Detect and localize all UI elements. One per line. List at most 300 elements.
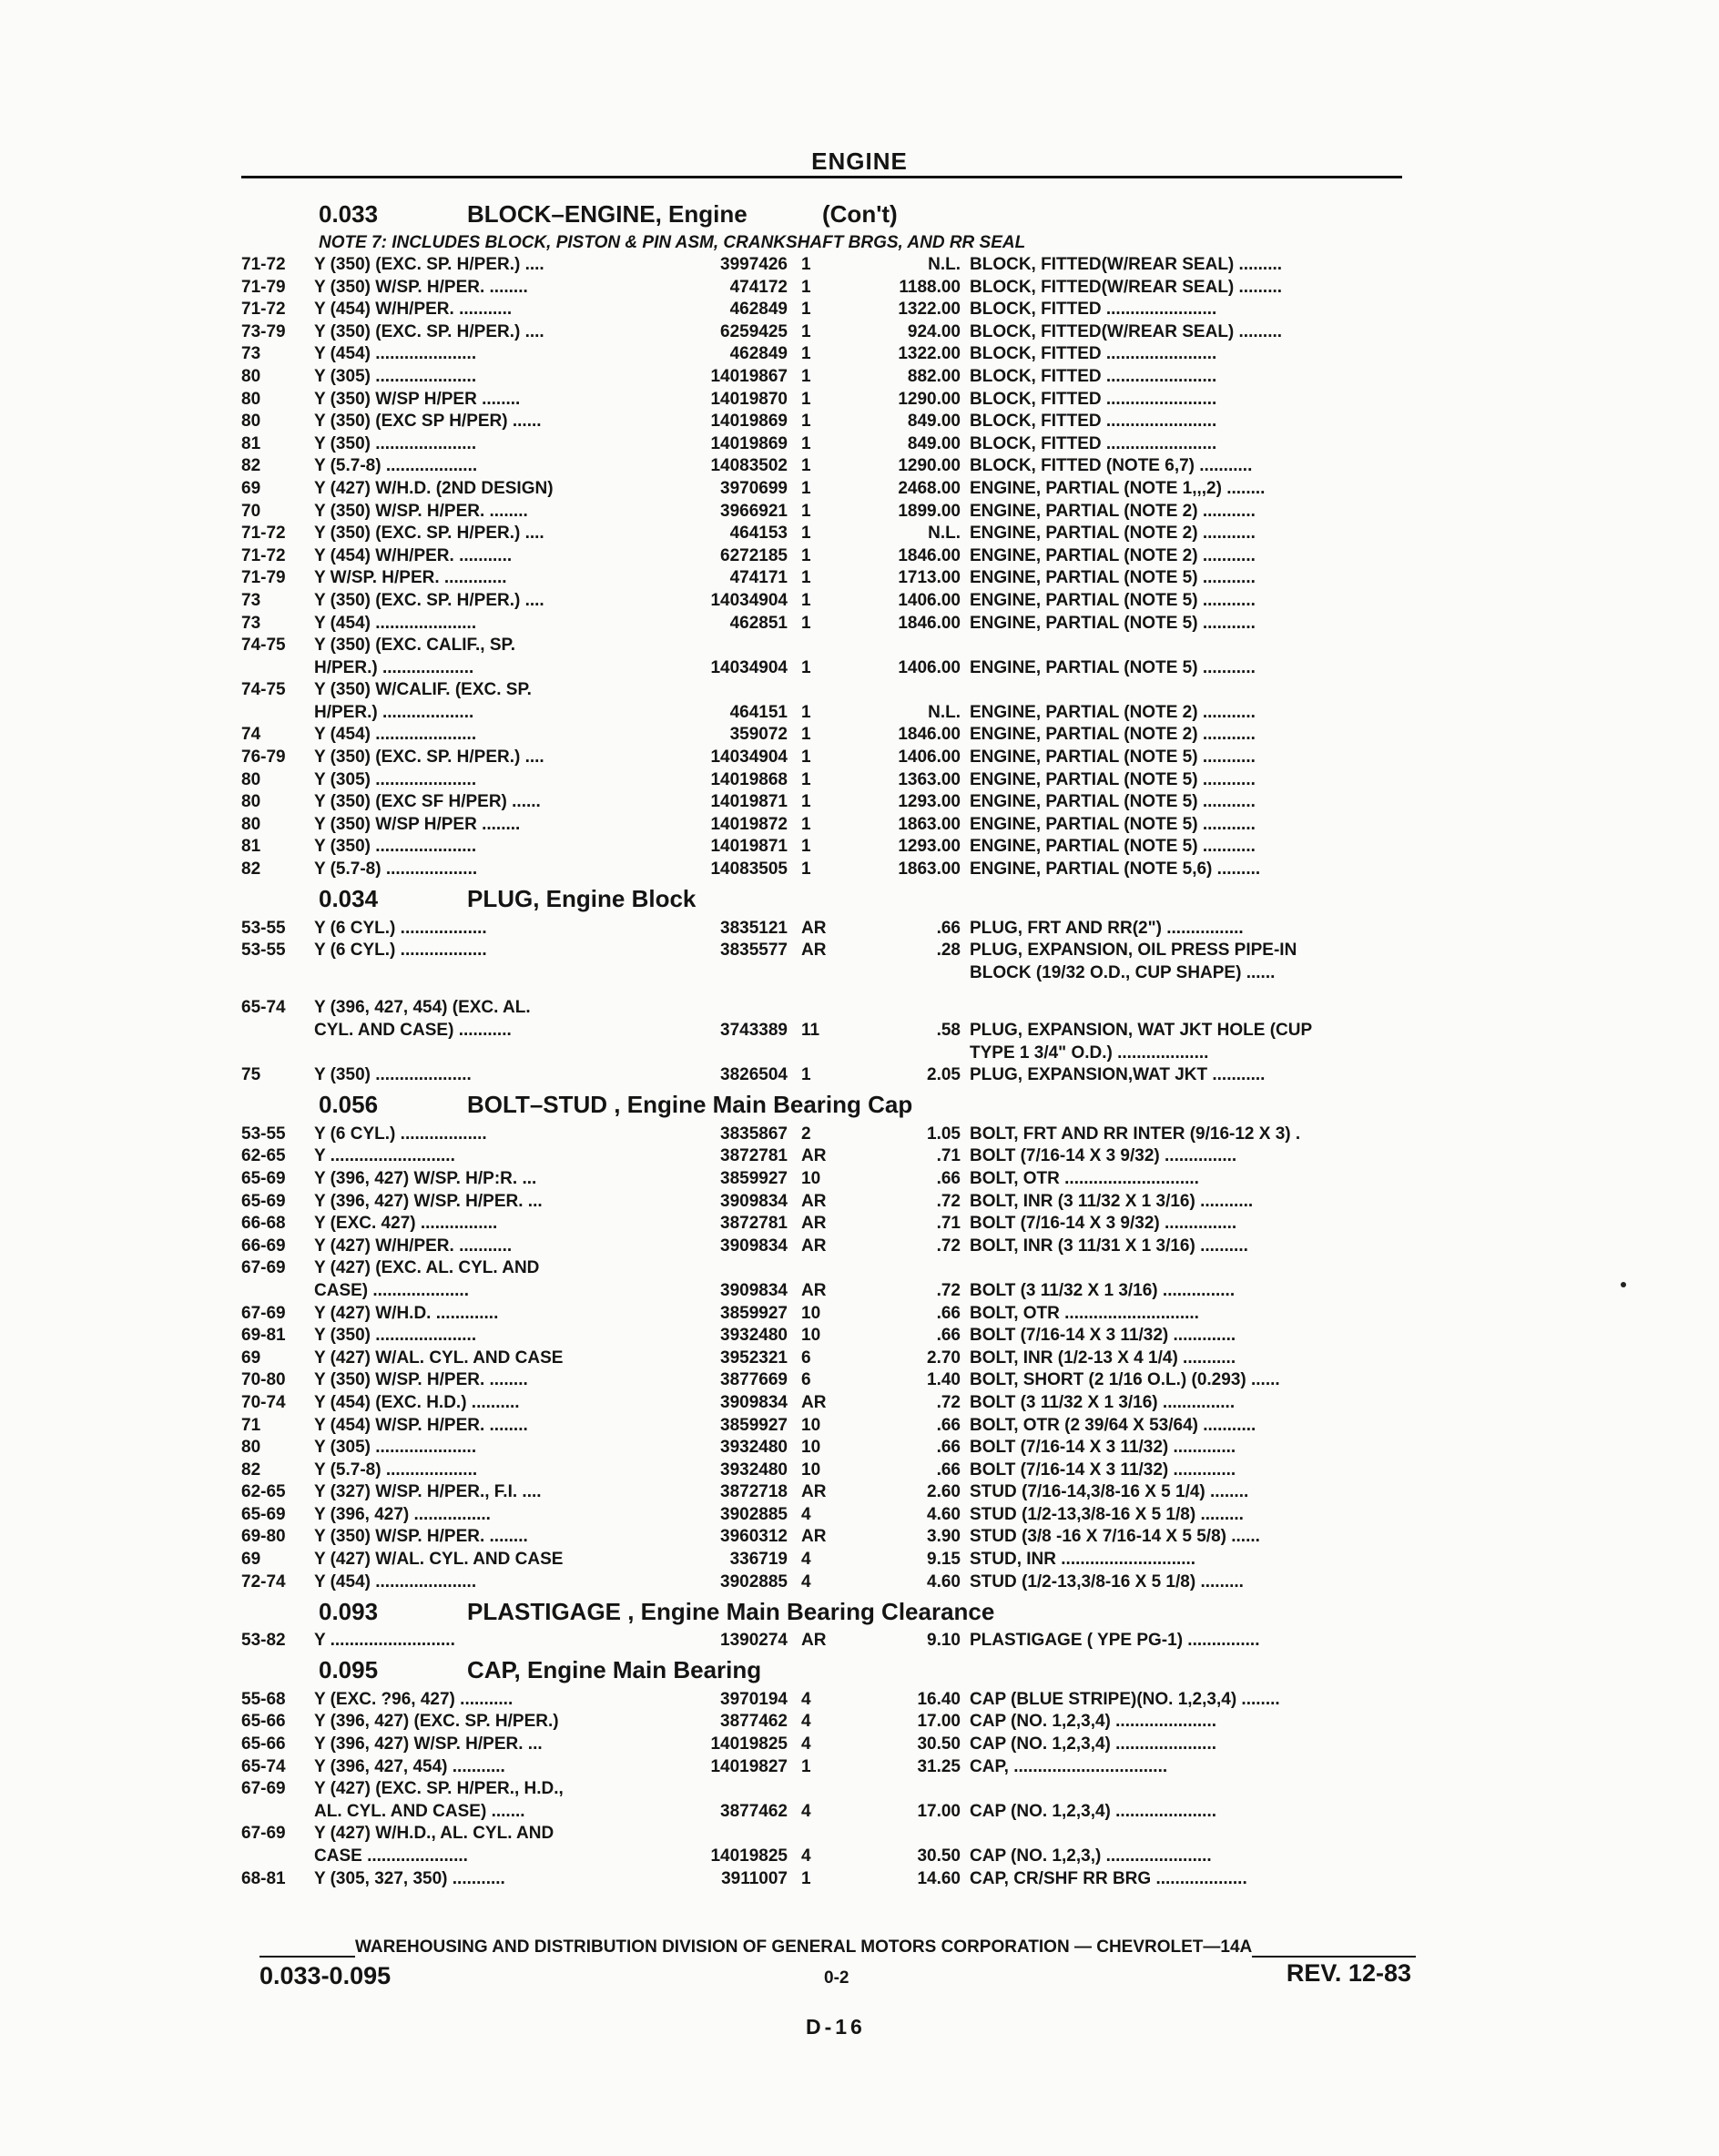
- model-years: 67-69: [241, 1303, 286, 1323]
- quantity: 10: [801, 1326, 821, 1346]
- table-row: [232, 389, 1416, 412]
- model-years: 74-75: [241, 636, 286, 656]
- model-years: 73: [241, 590, 261, 610]
- description: ENGINE, PARTIAL (NOTE 5) ...........: [970, 613, 1256, 633]
- part-number: 14034904: [710, 747, 788, 768]
- part-number: 3835577: [720, 941, 788, 961]
- section-name: PLUG, Engine Block: [467, 885, 697, 913]
- description: CAP, ................................: [970, 1756, 1168, 1776]
- price: .58: [936, 1021, 961, 1040]
- application: Y (327) W/SP. H/PER., F.I. ....: [314, 1482, 542, 1502]
- quantity: 4: [801, 1712, 811, 1732]
- price: 1293.00: [898, 792, 961, 812]
- table-row: [232, 1630, 1416, 1653]
- part-number: 3877462: [720, 1712, 788, 1732]
- quantity: 1: [801, 1868, 811, 1888]
- model-years: 53-82: [241, 1631, 286, 1651]
- application: Y (5.7-8) ...................: [314, 456, 478, 476]
- table-row: [232, 1801, 1416, 1824]
- description: STUD (1/2-13,3/8-16 X 5 1/8) .........: [970, 1504, 1244, 1524]
- application: Y (454) .....................: [314, 725, 477, 745]
- application: Y (350) (EXC SP H/PER) ......: [314, 412, 542, 432]
- part-number: 14019872: [710, 814, 788, 834]
- part-number: 462851: [729, 613, 788, 633]
- quantity: AR: [801, 941, 827, 961]
- model-years: 69-80: [241, 1527, 286, 1547]
- model-years: 73-79: [241, 321, 286, 341]
- quantity: AR: [801, 1482, 827, 1502]
- model-years: 80: [241, 769, 261, 789]
- table-row: [232, 962, 1416, 985]
- model-years: 53-55: [241, 1124, 286, 1144]
- part-number: 3997426: [720, 255, 788, 274]
- part-number: 359072: [729, 725, 788, 745]
- description: BLOCK, FITTED (NOTE 6,7) ...........: [970, 456, 1253, 476]
- part-number: 14019871: [710, 792, 788, 812]
- model-years: 71-72: [241, 300, 286, 320]
- description: BOLT (7/16-14 X 3 11/32) .............: [970, 1326, 1236, 1346]
- part-number: 462849: [729, 300, 788, 320]
- table-row: [232, 277, 1416, 300]
- application: Y (305) .....................: [314, 1438, 477, 1458]
- quantity: 1: [801, 433, 811, 453]
- quantity: AR: [801, 1191, 827, 1211]
- table-row: [232, 1191, 1416, 1214]
- section-title-0-056: [232, 1087, 1416, 1124]
- model-years: 53-55: [241, 941, 286, 961]
- model-years: 65-69: [241, 1191, 286, 1211]
- table-row: [232, 1526, 1416, 1549]
- description: BLOCK, FITTED .......................: [970, 366, 1217, 386]
- description: ENGINE, PARTIAL (NOTE 5) ...........: [970, 792, 1256, 812]
- price: 1863.00: [898, 814, 961, 834]
- application: Y (350) (EXC. SP. H/PER.) ....: [314, 524, 544, 544]
- application: Y (350) W/SP. H/PER. ........: [314, 277, 528, 297]
- quantity: 1: [801, 657, 811, 677]
- quantity: 1: [801, 389, 811, 409]
- model-years: 67-69: [241, 1258, 286, 1278]
- description: BOLT, FRT AND RR INTER (9/16-12 X 3) .: [970, 1124, 1301, 1144]
- price: .66: [936, 1168, 961, 1188]
- table-row: [232, 724, 1416, 747]
- table-row: [232, 836, 1416, 859]
- price: 1406.00: [898, 657, 961, 677]
- model-years: 62-65: [241, 1146, 286, 1166]
- header-rule: [241, 176, 1402, 178]
- table-row: [232, 567, 1416, 590]
- application: CYL. AND CASE) ...........: [314, 1021, 512, 1040]
- description: ENGINE, PARTIAL (NOTE 1,,,2) ........: [970, 478, 1266, 498]
- quantity: AR: [801, 1392, 827, 1412]
- quantity: 1: [801, 1065, 811, 1085]
- price: .66: [936, 1459, 961, 1480]
- table-row: [232, 613, 1416, 636]
- price: 2.60: [927, 1482, 961, 1502]
- price: 1846.00: [898, 613, 961, 633]
- table-row: [232, 1020, 1416, 1042]
- price: 30.50: [917, 1846, 961, 1866]
- quantity: 1: [801, 613, 811, 633]
- quantity: 1: [801, 814, 811, 834]
- price: .66: [936, 918, 961, 938]
- price: .72: [936, 1392, 961, 1412]
- application: Y (6 CYL.) ..................: [314, 918, 487, 938]
- quantity: 1: [801, 792, 811, 812]
- quantity: AR: [801, 1280, 827, 1300]
- table-row: [232, 1325, 1416, 1348]
- price: 1293.00: [898, 837, 961, 857]
- description: PLUG, EXPANSION, OIL PRESS PIPE-IN: [970, 941, 1297, 961]
- application: Y (454) W/SP. H/PER. ........: [314, 1415, 528, 1435]
- price: 924.00: [907, 321, 961, 341]
- table-row: [232, 1571, 1416, 1594]
- table-row: [232, 1303, 1416, 1326]
- description: BOLT (3 11/32 X 1 3/16) ...............: [970, 1280, 1236, 1300]
- section-code: 0.033: [319, 199, 379, 228]
- model-years: 80: [241, 792, 261, 812]
- application: Y (350) (EXC. CALIF., SP.: [314, 636, 516, 656]
- section-name: BLOCK–ENGINE, Engine: [467, 199, 748, 228]
- table-row: [232, 1481, 1416, 1504]
- section-code: 0.056: [319, 1091, 379, 1119]
- price: 3.90: [927, 1527, 961, 1547]
- price: 9.10: [927, 1631, 961, 1651]
- quantity: 10: [801, 1415, 821, 1435]
- model-years: 65-74: [241, 998, 286, 1018]
- application: Y (EXC. 427) ................: [314, 1214, 498, 1234]
- table-row: [232, 523, 1416, 545]
- description: ENGINE, PARTIAL (NOTE 5) ...........: [970, 747, 1256, 768]
- description: PLUG, FRT AND RR(2") ................: [970, 918, 1244, 938]
- price: 2468.00: [898, 478, 961, 498]
- part-number: 3909834: [720, 1280, 788, 1300]
- section-name: BOLT–STUD , Engine Main Bearing Cap: [467, 1091, 913, 1119]
- quantity: 1: [801, 568, 811, 588]
- part-number: 14034904: [710, 590, 788, 610]
- description: STUD (7/16-14,3/8-16 X 5 1/4) ........: [970, 1482, 1249, 1502]
- model-years: 70: [241, 501, 261, 521]
- part-number: 3743389: [720, 1021, 788, 1040]
- model-years: 74-75: [241, 680, 286, 700]
- section-title-0-034: [232, 881, 1416, 918]
- footer-revision: REV. 12-83: [1286, 1959, 1411, 1987]
- description: BOLT, OTR (2 39/64 X 53/64) ...........: [970, 1415, 1256, 1435]
- quantity: 1: [801, 366, 811, 386]
- application: Y (427) W/H.D., AL. CYL. AND: [314, 1824, 554, 1844]
- description: ENGINE, PARTIAL (NOTE 5,6) .........: [970, 859, 1261, 880]
- quantity: 6: [801, 1348, 811, 1368]
- application: Y (305) .....................: [314, 769, 477, 789]
- table-row: [232, 1689, 1416, 1712]
- description: ENGINE, PARTIAL (NOTE 5) ...........: [970, 769, 1256, 789]
- quantity: 1: [801, 545, 811, 565]
- part-number: 3909834: [720, 1392, 788, 1412]
- table-row: [232, 1549, 1416, 1571]
- application: Y (396, 427, 454) ...........: [314, 1756, 505, 1776]
- quantity: 1: [801, 501, 811, 521]
- description: BOLT, OTR ............................: [970, 1168, 1199, 1188]
- description: BOLT (7/16-14 X 3 9/32) ...............: [970, 1146, 1237, 1166]
- application: Y (350) ....................: [314, 1065, 472, 1085]
- description: ENGINE, PARTIAL (NOTE 2) ...........: [970, 524, 1256, 544]
- quantity: AR: [801, 1527, 827, 1547]
- price: 4.60: [927, 1571, 961, 1592]
- application: Y (350) .....................: [314, 837, 477, 857]
- part-number: 14019870: [710, 389, 788, 409]
- model-years: 75: [241, 1065, 261, 1085]
- table-row: [232, 1168, 1416, 1191]
- part-number: 14019827: [710, 1756, 788, 1776]
- price: 1290.00: [898, 456, 961, 476]
- table-row: [232, 1823, 1416, 1846]
- description: BOLT, SHORT (2 1/16 O.L.) (0.293) ......: [970, 1370, 1280, 1390]
- part-number: 3966921: [720, 501, 788, 521]
- model-years: 67-69: [241, 1779, 286, 1799]
- table-row: [232, 455, 1416, 478]
- quantity: 1: [801, 725, 811, 745]
- quantity: 4: [801, 1571, 811, 1592]
- model-years: 82: [241, 456, 261, 476]
- table-row: [232, 769, 1416, 792]
- price: 31.25: [917, 1756, 961, 1776]
- price: 2.05: [927, 1065, 961, 1085]
- part-number: 3872781: [720, 1214, 788, 1234]
- price: .72: [936, 1191, 961, 1211]
- part-number: 14019869: [710, 433, 788, 453]
- application: Y (427) W/H.D. .............: [314, 1303, 499, 1323]
- application: Y (454) W/H/PER. ...........: [314, 545, 513, 565]
- part-number: 474172: [729, 277, 788, 297]
- quantity: 1: [801, 702, 811, 722]
- quantity: 1: [801, 590, 811, 610]
- description: BOLT (3 11/32 X 1 3/16) ...............: [970, 1392, 1236, 1412]
- table-row: [232, 1734, 1416, 1756]
- description: BLOCK, FITTED .......................: [970, 433, 1217, 453]
- part-number: 3911007: [721, 1868, 788, 1888]
- section-continued: (Con't): [822, 199, 898, 228]
- table-row: [232, 1392, 1416, 1415]
- table-row: [232, 997, 1416, 1020]
- price: 1.40: [927, 1370, 961, 1390]
- application: Y (427) (EXC. AL. CYL. AND: [314, 1258, 540, 1278]
- section-code: 0.034: [319, 885, 379, 913]
- table-row: [232, 299, 1416, 321]
- application: Y (396, 427) (EXC. SP. H/PER.): [314, 1712, 559, 1732]
- model-years: 53-55: [241, 918, 286, 938]
- price: .71: [936, 1214, 961, 1234]
- description: ENGINE, PARTIAL (NOTE 5) ...........: [970, 837, 1256, 857]
- application: Y (454) .....................: [314, 1571, 477, 1592]
- table-row: [232, 1257, 1416, 1280]
- description: STUD, INR ............................: [970, 1550, 1196, 1570]
- section-name: PLASTIGAGE , Engine Main Bearing Clearance: [467, 1597, 995, 1625]
- application: Y (454) .....................: [314, 613, 477, 633]
- description: ENGINE, PARTIAL (NOTE 5) ...........: [970, 568, 1256, 588]
- quantity: 4: [801, 1846, 811, 1866]
- quantity: 10: [801, 1303, 821, 1323]
- section-title-0-093: [232, 1593, 1416, 1630]
- part-number: 3970194: [720, 1689, 788, 1709]
- table-row: [232, 411, 1416, 433]
- model-years: 68-81: [241, 1868, 286, 1888]
- quantity: 4: [801, 1504, 811, 1524]
- application: Y (427) W/AL. CYL. AND CASE: [314, 1550, 564, 1570]
- document-page-number: D-16: [806, 2015, 866, 2039]
- table-row: [232, 433, 1416, 456]
- table-row: [232, 1459, 1416, 1482]
- price: 17.00: [917, 1712, 961, 1732]
- description: TYPE 1 3/4" O.D.) ...................: [970, 1042, 1209, 1063]
- quantity: AR: [801, 1146, 827, 1166]
- footer-publisher-text: WAREHOUSING AND DISTRIBUTION DIVISION OF GENERAL MOTORS CORPORATION — CHEVROLET—14A: [355, 1937, 1253, 1957]
- application: CASE .....................: [314, 1846, 468, 1866]
- quantity: AR: [801, 1236, 827, 1256]
- application: Y (350) (EXC. SP. H/PER.) ....: [314, 747, 544, 768]
- application: Y (427) W/H/PER. ...........: [314, 1236, 513, 1256]
- price: .28: [936, 941, 961, 961]
- application: H/PER.) ...................: [314, 657, 474, 677]
- application: Y (305, 327, 350) ...........: [314, 1868, 505, 1888]
- part-number: 3909834: [720, 1191, 788, 1211]
- part-number: 3970699: [720, 478, 788, 498]
- model-years: 71-72: [241, 524, 286, 544]
- description: CAP (NO. 1,2,3,4) .....................: [970, 1712, 1217, 1732]
- description: BOLT, INR (1/2-13 X 4 1/4) ...........: [970, 1348, 1236, 1368]
- quantity: 4: [801, 1550, 811, 1570]
- part-number: 14019825: [710, 1734, 788, 1754]
- table-row: [232, 1064, 1416, 1087]
- model-years: 70-74: [241, 1392, 286, 1412]
- description: CAP (BLUE STRIPE)(NO. 1,2,3,4) ........: [970, 1689, 1280, 1709]
- application: Y (427) (EXC. SP. H/PER., H.D.,: [314, 1779, 564, 1799]
- section-title-0-095: [232, 1653, 1416, 1689]
- price: 1322.00: [898, 344, 961, 364]
- section-title-0-033: [232, 196, 1416, 232]
- part-number: 3826504: [720, 1065, 788, 1085]
- part-number: 3872718: [720, 1482, 788, 1502]
- model-years: 82: [241, 1459, 261, 1480]
- model-years: 72-74: [241, 1571, 286, 1592]
- description: BLOCK, FITTED .......................: [970, 300, 1217, 320]
- application: Y (427) W/AL. CYL. AND CASE: [314, 1348, 564, 1368]
- price: 1863.00: [898, 859, 961, 880]
- part-number: 464153: [729, 524, 788, 544]
- model-years: 62-65: [241, 1482, 286, 1502]
- part-number: 3835121: [720, 918, 788, 938]
- price: .66: [936, 1438, 961, 1458]
- application: Y (6 CYL.) ..................: [314, 1124, 487, 1144]
- model-years: 80: [241, 1438, 261, 1458]
- part-number: 14083502: [710, 456, 788, 476]
- price: N.L.: [928, 255, 961, 274]
- part-number: 3877669: [720, 1370, 788, 1390]
- application: Y (396, 427, 454) (EXC. AL.: [314, 998, 531, 1018]
- price: .66: [936, 1415, 961, 1435]
- quantity: 1: [801, 1756, 811, 1776]
- part-number: 14019825: [710, 1846, 788, 1866]
- description: BLOCK, FITTED .......................: [970, 344, 1217, 364]
- model-years: 65-69: [241, 1168, 286, 1188]
- quantity: 4: [801, 1689, 811, 1709]
- price: 9.15: [927, 1550, 961, 1570]
- quantity: 10: [801, 1168, 821, 1188]
- application: Y (350) W/SP H/PER ........: [314, 814, 521, 834]
- table-row: [232, 657, 1416, 680]
- application: Y (454) .....................: [314, 344, 477, 364]
- table-row: [232, 590, 1416, 613]
- part-number: 14034904: [710, 657, 788, 677]
- application: Y (454) W/H/PER. ...........: [314, 300, 513, 320]
- application: Y ..........................: [314, 1631, 455, 1651]
- description: BOLT (7/16-14 X 3 11/32) .............: [970, 1459, 1236, 1480]
- application: Y (396, 427) ................: [314, 1504, 491, 1524]
- model-years: 71-72: [241, 255, 286, 274]
- table-row: [232, 478, 1416, 501]
- description: BOLT (7/16-14 X 3 11/32) .............: [970, 1438, 1236, 1458]
- table-row: [232, 1369, 1416, 1392]
- table-row: [232, 747, 1416, 769]
- price: 1322.00: [898, 300, 961, 320]
- model-years: 71-72: [241, 545, 286, 565]
- table-row: [232, 321, 1416, 344]
- application: Y (454) (EXC. H.D.) ..........: [314, 1392, 520, 1412]
- quantity: 1: [801, 456, 811, 476]
- row-spacer: [232, 984, 1416, 997]
- table-row: [232, 501, 1416, 524]
- model-years: 80: [241, 366, 261, 386]
- footer-rule-left: [259, 1943, 355, 1958]
- part-number: 3932480: [720, 1459, 788, 1480]
- quantity: 1: [801, 412, 811, 432]
- quantity: 1: [801, 255, 811, 274]
- section-code: 0.095: [319, 1656, 379, 1684]
- part-number: 3932480: [720, 1326, 788, 1346]
- quantity: AR: [801, 1631, 827, 1651]
- description: CAP (NO. 1,2,3,) ......................: [970, 1846, 1212, 1866]
- application: Y (350) W/SP. H/PER. ........: [314, 1370, 528, 1390]
- quantity: 10: [801, 1459, 821, 1480]
- application: Y (396, 427) W/SP. H/PER. ...: [314, 1191, 543, 1211]
- table-row: [232, 1868, 1416, 1891]
- price: 1846.00: [898, 725, 961, 745]
- price: 849.00: [907, 433, 961, 453]
- application: Y (350) (EXC. SP. H/PER.) ....: [314, 321, 544, 341]
- model-years: 80: [241, 814, 261, 834]
- price: 30.50: [917, 1734, 961, 1754]
- part-number: 14083505: [710, 859, 788, 880]
- table-row: [232, 940, 1416, 962]
- price: 1406.00: [898, 590, 961, 610]
- table-row: [232, 679, 1416, 702]
- quantity: 4: [801, 1734, 811, 1754]
- part-number: 14019869: [710, 412, 788, 432]
- table-row: [232, 1236, 1416, 1258]
- application: Y (350) W/SP. H/PER. ........: [314, 501, 528, 521]
- description: BOLT (7/16-14 X 3 9/32) ...............: [970, 1214, 1237, 1234]
- description: ENGINE, PARTIAL (NOTE 5) ...........: [970, 814, 1256, 834]
- application: Y (305) .....................: [314, 366, 477, 386]
- model-years: 70-80: [241, 1370, 286, 1390]
- table-row: [232, 1711, 1416, 1734]
- price: N.L.: [928, 524, 961, 544]
- model-years: 71-79: [241, 568, 286, 588]
- description: CAP (NO. 1,2,3,4) .....................: [970, 1801, 1217, 1821]
- description: BOLT, INR (3 11/31 X 1 3/16) ..........: [970, 1236, 1248, 1256]
- table-row: [232, 918, 1416, 941]
- application: Y (5.7-8) ...................: [314, 859, 478, 880]
- quantity: AR: [801, 1214, 827, 1234]
- table-row: [232, 1124, 1416, 1146]
